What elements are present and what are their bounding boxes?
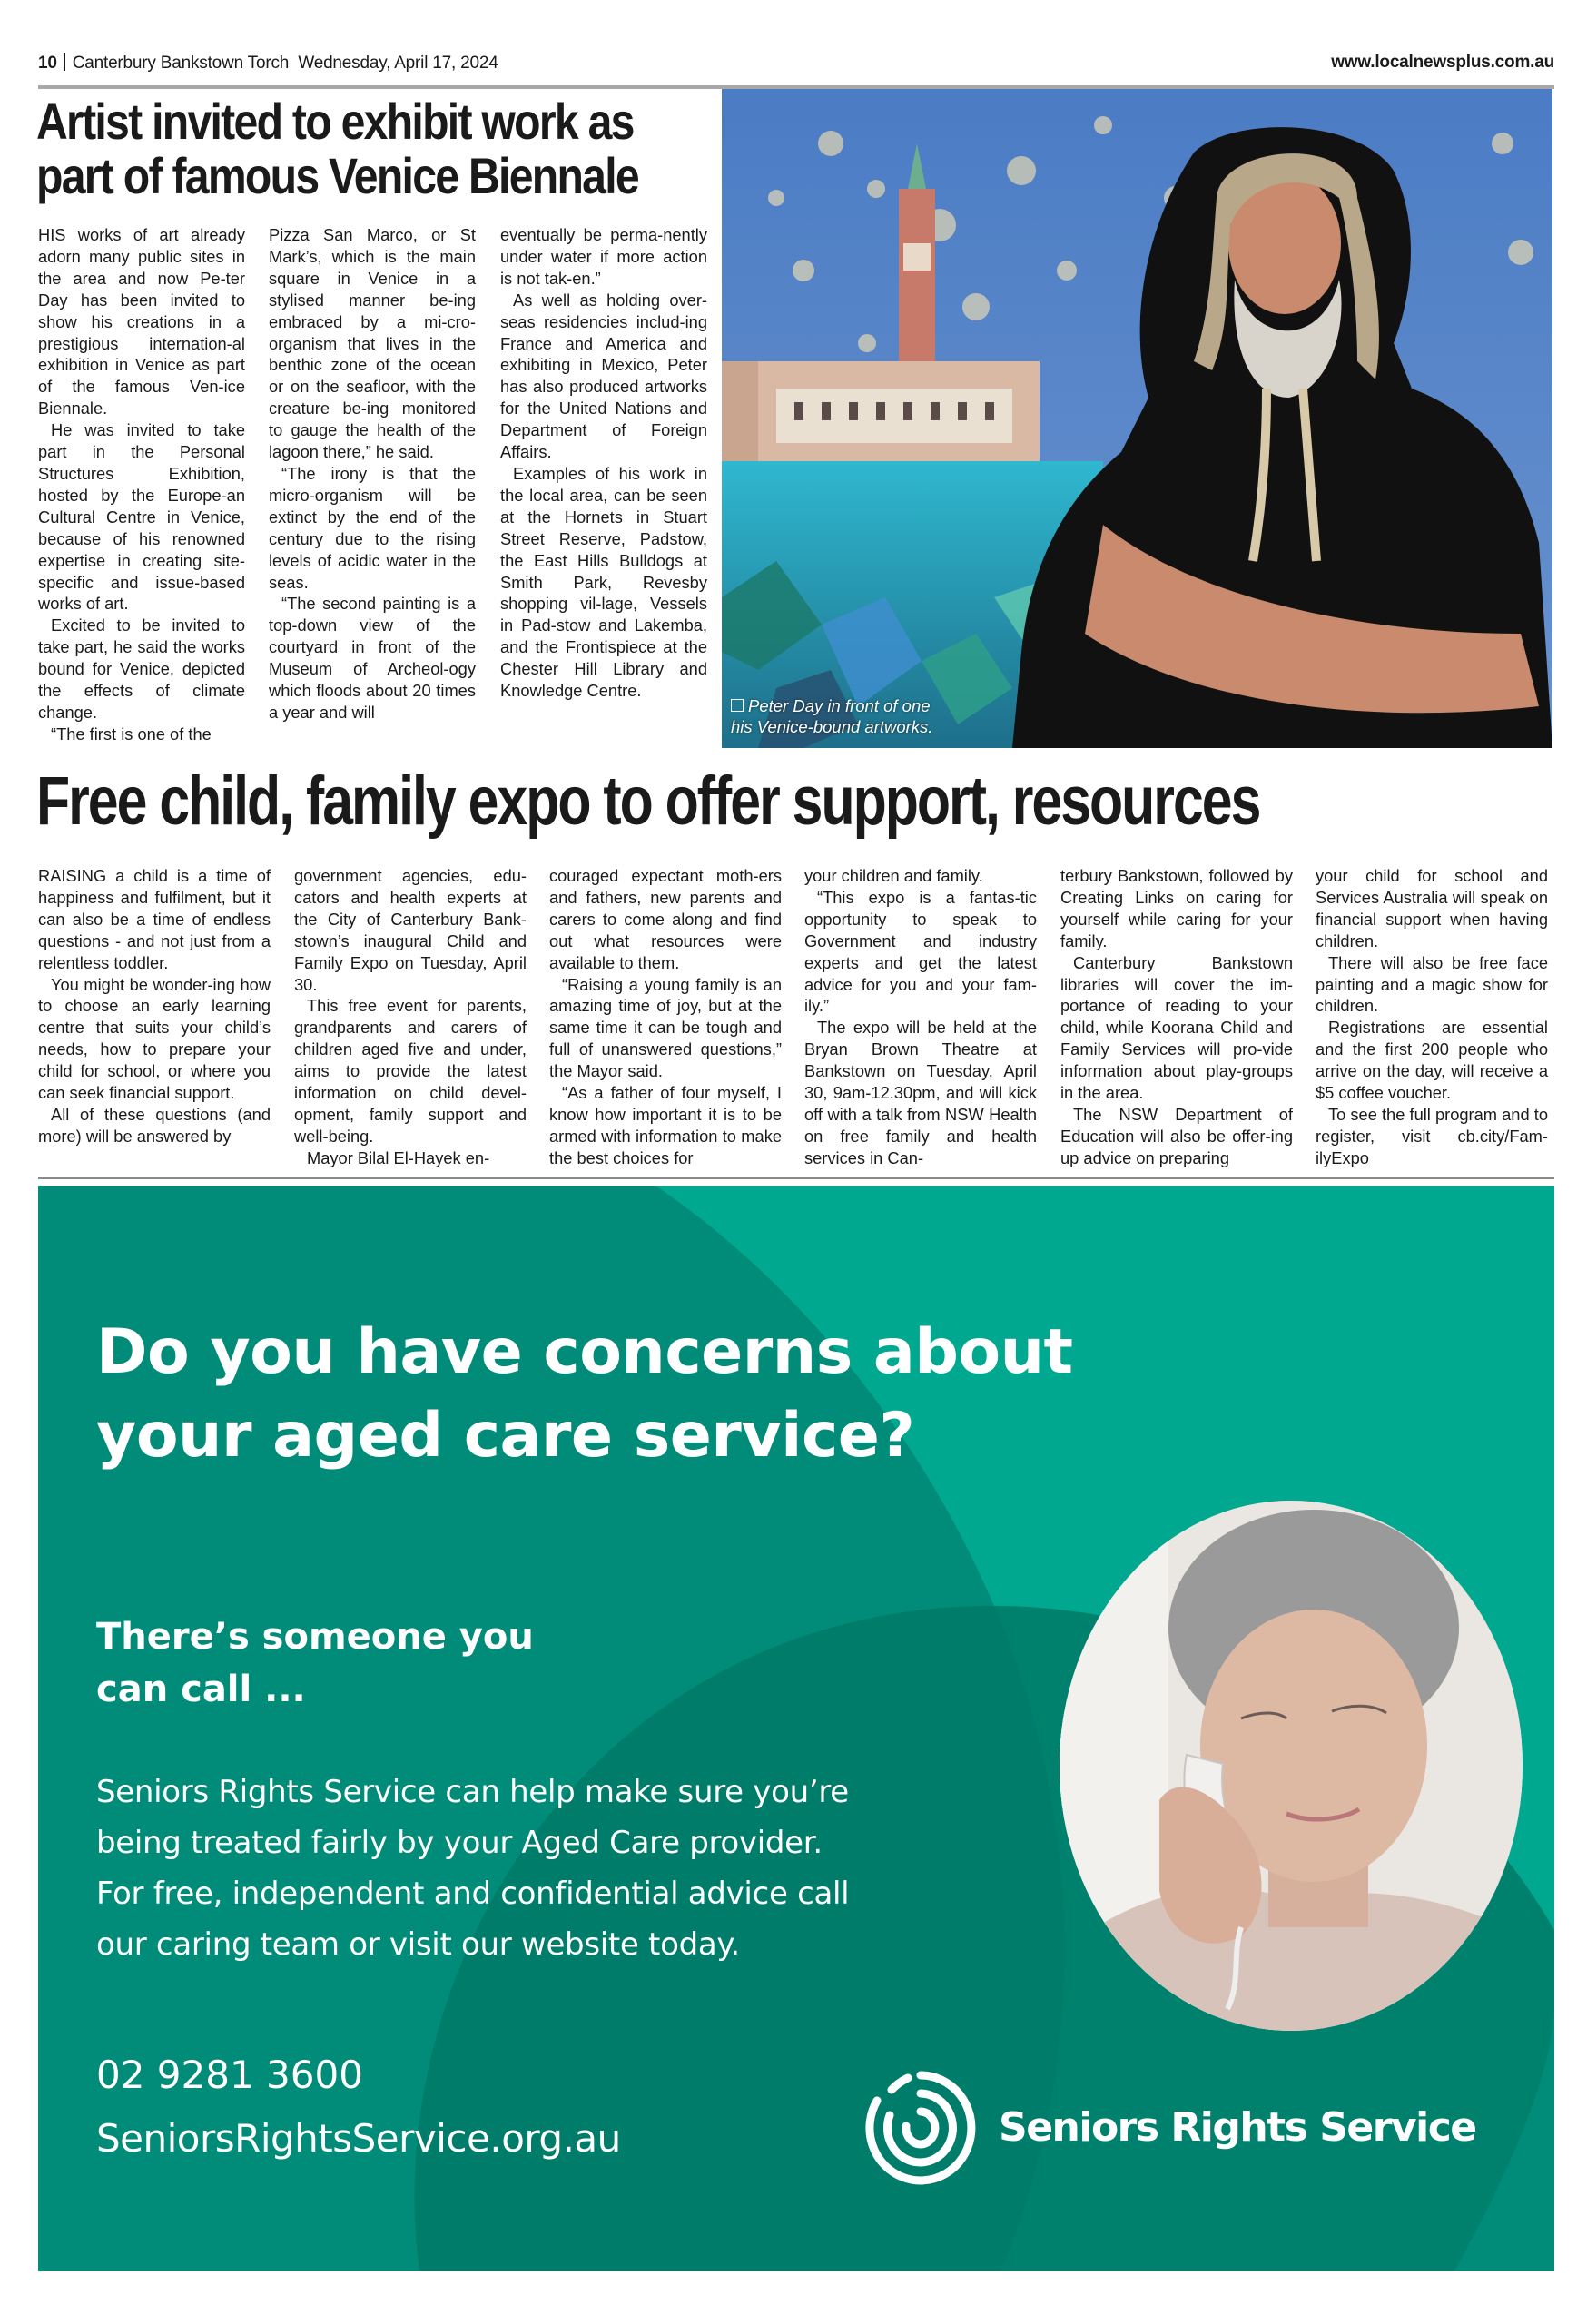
section-rule bbox=[38, 1177, 1554, 1179]
article2-column-6 bbox=[1316, 865, 1548, 1169]
concentric-rings-logo-icon bbox=[864, 2070, 977, 2186]
paragraph: The NSW Department of Education will also be offer-ing up advice on preparing bbox=[1060, 1104, 1293, 1167]
article1-headline bbox=[36, 93, 638, 204]
article2-column-4 bbox=[804, 865, 1037, 1169]
caption-marker-icon bbox=[731, 699, 744, 712]
paragraph: “The irony is that the micro-organism will be extinct by the end of the century due to the rising levels of acidic water in the seas. bbox=[269, 463, 476, 592]
headline-line: part of famous Venice Biennale bbox=[36, 147, 638, 204]
website-link[interactable]: www.localnewsplus.com.au bbox=[1331, 53, 1554, 72]
logo-text: Seniors Rights Service bbox=[999, 2104, 1476, 2151]
paragraph: your children and family. bbox=[804, 866, 983, 885]
paragraph: You might be wonder-ing how to choose an early learning centre that suits your child’s needs, how to prepare your child for school, or where you can seek financial support. bbox=[38, 974, 271, 1103]
headline-line: your aged care service? bbox=[96, 1400, 915, 1472]
article2-column-3 bbox=[549, 865, 782, 1169]
paragraph: “As a father of four myself, I know how important it is to be armed with information to make the best choices for bbox=[549, 1083, 782, 1167]
body-line: For free, independent and confidential advice call bbox=[96, 1876, 850, 1912]
seniors-rights-advert[interactable] bbox=[38, 1186, 1554, 2271]
artist-photo bbox=[722, 89, 1552, 748]
divider bbox=[64, 53, 65, 71]
article2-column-5 bbox=[1060, 865, 1293, 1169]
body-line: being treated fairly by your Aged Care provider. bbox=[96, 1825, 823, 1861]
issue-date: Wednesday, April 17, 2024 bbox=[298, 54, 498, 73]
masthead bbox=[38, 53, 1554, 80]
headline-line: Do you have concerns about bbox=[96, 1316, 1073, 1388]
paragraph: He was invited to take part in the Personal Structures Exhibition, hosted by the Europe-an Cultural Centre in Venice, because of his renowned expertise in creating site-specific and issue-based works of art. bbox=[38, 420, 245, 614]
paragraph: Excited to be invited to take part, he said the works bound for Venice, depicted the effects of climate change. bbox=[38, 615, 245, 722]
paragraph: RAISING a child is a time of happiness and fulfilment, but it can also be a time of endless questions - and not just from a relentless toddler. bbox=[38, 866, 271, 972]
phone-number[interactable]: 02 9281 3600 bbox=[96, 2053, 363, 2097]
article1-column-3 bbox=[500, 224, 707, 702]
paragraph: your child for school and Services Australia will speak on financial support when having children. bbox=[1316, 866, 1548, 950]
senior-woman-on-phone-photo bbox=[1060, 1501, 1523, 2031]
paragraph: “Raising a young family is an amazing time of joy, but at the same time it can be tough and full of unanswered questions,” the Mayor said. bbox=[549, 974, 782, 1081]
paragraph: government agencies, edu-cators and health experts at the City of Canterbury Bank-stown’s inaugural Child and Family Expo on Tuesday, April 30. bbox=[294, 866, 527, 994]
article2-column-1 bbox=[38, 865, 271, 1147]
painting-and-artist-illustration bbox=[722, 89, 1552, 748]
advert-body bbox=[96, 1767, 932, 1970]
seniors-rights-logo bbox=[864, 2070, 1476, 2186]
article1-column-1 bbox=[38, 224, 245, 745]
article2-column-2 bbox=[294, 865, 527, 1169]
paragraph: Canterbury Bankstown libraries will cover the im-portance of reading to your child, while Koorana Child and Family Services will pro-vide information about play-groups in the area. bbox=[1060, 952, 1293, 1103]
subheading-line: There’s someone you bbox=[96, 1616, 534, 1658]
paragraph: The expo will be held at the Bryan Brown Theatre at Bankstown on Tuesday, April 30, 9am-12.30pm, and will kick off with a talk from NSW Health on free family and health services in Can- bbox=[804, 1018, 1037, 1167]
paragraph: “The second painting is a top-down view of the courtyard in front of the Museum of Archeol-ogy which floods about 20 times a year and will bbox=[269, 594, 476, 722]
advert-headline bbox=[96, 1311, 1095, 1478]
caption-line: Peter Day in front of one bbox=[748, 696, 931, 715]
paragraph: This free event for parents, grandparents and carers of children aged five and under, aims to provide the latest information on child devel-opment, family support and well-being. bbox=[294, 996, 527, 1146]
paragraph: To see the full program and to register, visit cb.city/Fam-ilyExpo bbox=[1316, 1104, 1548, 1167]
headline-line: Artist invited to exhibit work as bbox=[36, 93, 634, 150]
paragraph: Examples of his work in the local area, can be seen at the Hornets in Stuart Street Reserve, Padstow, the East Hills Bulldogs at Smith Park, Revesby shopping vil-lage, Vessels in Pad-stow and Lakemba, and the Frontispiece at the Chester Hill Library and Knowledge Centre. bbox=[500, 463, 707, 701]
subheading-line: can call ... bbox=[96, 1669, 306, 1710]
article2-headline: Free child, family expo to offer support, resources bbox=[36, 763, 1260, 840]
paragraph: terbury Bankstown, followed by Creating Links on caring for yourself while caring for your family. bbox=[1060, 866, 1293, 950]
page-number: 10 bbox=[38, 54, 57, 73]
paragraph: Registrations are essential and the first 200 people who arrive on the day, will receive a $5 coffee voucher. bbox=[1316, 1018, 1548, 1103]
paragraph: “The first is one of the bbox=[51, 724, 212, 743]
caption-line: his Venice-bound artworks. bbox=[731, 717, 933, 736]
photo-caption bbox=[731, 695, 932, 737]
paragraph: couraged expectant moth-ers and fathers, new parents and carers to come along and find out what resources were available to them. bbox=[549, 866, 782, 972]
paragraph: eventually be perma-nently under water if more action is not tak-en.” bbox=[500, 225, 707, 288]
paragraph: HIS works of art already adorn many public sites in the area and now Pe-ter Day has been invited to show his creations in a prestigious internation-al exhibition in Venice as part of the famous Ven-ice Biennale. bbox=[38, 225, 245, 419]
article1-column-2 bbox=[269, 224, 476, 724]
paragraph: “This expo is a fantas-tic opportunity to speak to Government and industry experts and get the latest advice for you and your fam-ily.” bbox=[804, 887, 1037, 1016]
body-line: our caring team or visit our website today. bbox=[96, 1926, 740, 1963]
publication-name: Canterbury Bankstown Torch bbox=[72, 54, 290, 73]
advert-subheading bbox=[96, 1610, 641, 1716]
paragraph: Mayor Bilal El-Hayek en- bbox=[307, 1147, 490, 1167]
body-line: Seniors Rights Service can help make sure you’re bbox=[96, 1774, 849, 1810]
masthead-left bbox=[38, 53, 498, 74]
paragraph: All of these questions (and more) will be answered by bbox=[38, 1104, 271, 1146]
paragraph: There will also be free face painting and a magic show for children. bbox=[1316, 952, 1548, 1016]
woman-illustration bbox=[1060, 1501, 1523, 2031]
advert-website-link[interactable]: SeniorsRightsService.org.au bbox=[96, 2116, 621, 2161]
paragraph: Pizza San Marco, or St Mark’s, which is the main square in Venice in a stylised manner be-ing embraced by a mi-cro-organism that lives in the benthic zone of the ocean or on the seafloor, with the creature be-ing monitored to gauge the health of the lagoon there,” he said. bbox=[269, 225, 476, 462]
paragraph: As well as holding over-seas residencies includ-ing France and America and exhibiting in Mexico, Peter has also produced artworks for the United Nations and Department of Foreign Affairs. bbox=[500, 290, 707, 462]
